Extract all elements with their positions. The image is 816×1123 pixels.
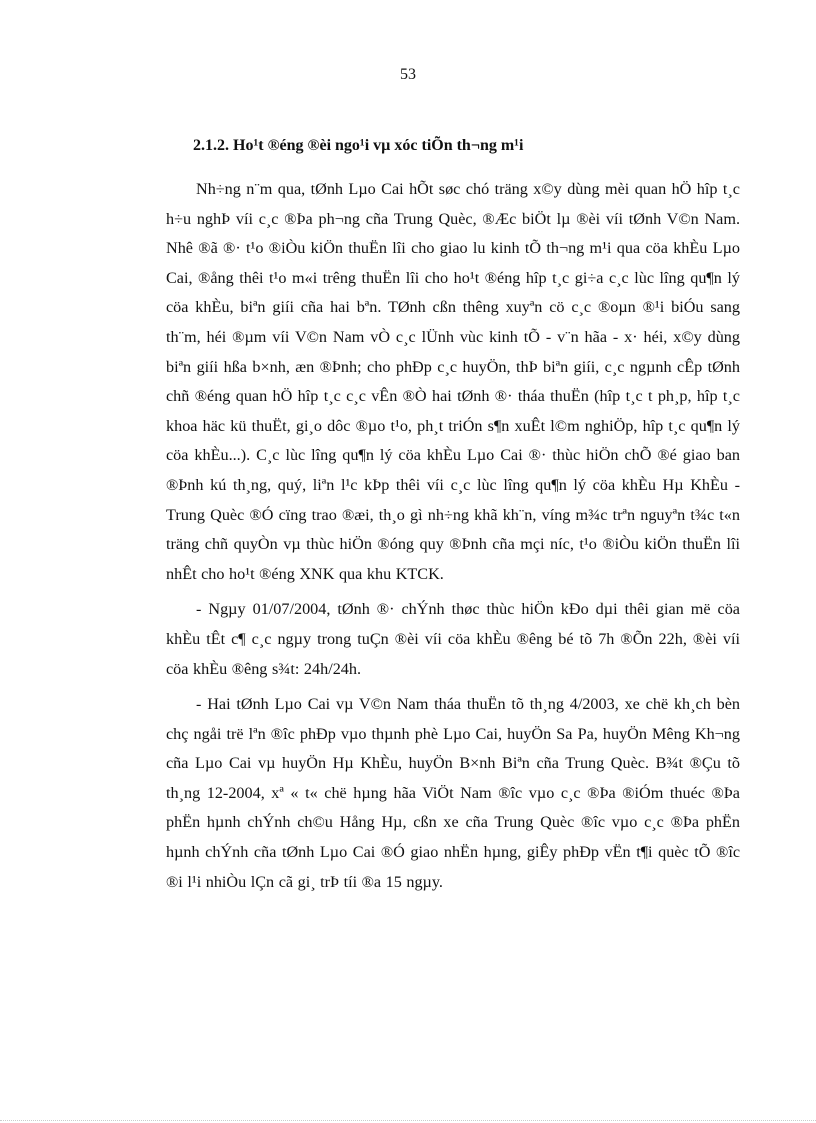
paragraph-1: Nh÷ng n¨m qua, tØnh Lµo Cai hÕt søc chó träng x©y dùng mèi quan hÖ hîp t¸c h÷u nghÞ víi c¸c ®Þa ph¬ng cña Trung Quèc, ®Æc biÖt lµ ®èi víi tØnh V©n Nam. Nhê ®ã ®· t¹o ®iÒu kiÖn thuËn lîi cho giao lu kinh tÕ th¬ng m¹i qua cöa khÈu Lµo Cai, ®ång thêi t¹o m«i trêng thuËn lîi cho ho¹t ®éng hîp t¸c gi÷a c¸c lùc lîng qu¶n lý cöa khÈu, biªn giíi cña hai bªn. TØnh cßn thêng xuyªn cö c¸c ®oµn ®¹i biÓu sang th¨m, héi ®µm víi V©n Nam vÒ c¸c lÜnh vùc kinh tÕ - v¨n hãa - x· héi, x©y dùng biªn giíi hßa b×nh, æn ®Þnh; cho phÐp c¸c huyÖn, thÞ biªn giíi, c¸c ngµnh cÊp tØnh chñ ®éng quan hÖ hîp t¸c c¸c vÊn ®Ò hai tØnh ®· tháa thuËn (hîp t¸c t ph¸p, hîp t¸c khoa häc kü thuËt, gi¸o dôc ®µo t¹o, ph¸t triÓn s¶n xuÊt l©m nghiÖp, hîp t¸c qu¶n lý cöa khÈu...). C¸c lùc lîng qu¶n lý cöa khÈu Lµo Cai ®· thùc hiÖn chÕ ®é giao ban ®Þnh kú th¸ng, quý, liªn l¹c kÞp thêi víi c¸c lùc lîng qu¶n lý cöa khÈu Hµ KhÈu - Trung Quèc ®Ó cïng trao ®æi, th¸o gì nh÷ng khã kh¨n, víng m¾c trªn nguyªn t¾c t«n träng chñ quyÒn vµ thùc hiÖn ®óng quy ®Þnh cña mçi níc, t¹o ®iÒu kiÖn thuËn lîi nhÊt cho ho¹t ®éng XNK qua khu KTCK. [166, 180, 740, 583]
paragraph-3: - Hai tØnh Lµo Cai vµ V©n Nam tháa thuËn tõ th¸ng 4/2003, xe chë kh¸ch bèn chç ngåi trë lªn ®îc phÐp vµo thµnh phè Lµo Cai, huyÖn Sa Pa, huyÖn Mêng Kh¬ng cña Lµo Cai vµ huyÖn Hµ KhÈu, huyÖn B×nh Biªn cña Trung Quèc. B¾t ®Çu tõ th¸ng 12-2004, xª « t« chë hµng hãa ViÖt Nam ®îc vµo c¸c ®Þa ®iÓm thuéc ®Þa phËn hµnh chÝnh ch©u Hång Hµ, cßn xe cña Trung Quèc ®îc vµo c¸c ®Þa phËn hµnh chÝnh cña tØnh Lµo Cai ®Ó giao nhËn hµng, giÊy phÐp vËn t¶i quèc tÕ ®îc ®i l¹i nhiÒu lÇn cã gi¸ trÞ tíi ®a 15 ngµy. [166, 695, 740, 891]
section-heading: 2.1.2. Ho¹t ®éng ®èi ngo¹i vµ xóc tiÕn th¬ng m¹i [193, 137, 524, 154]
body-text [166, 175, 740, 897]
page-bottom-border [0, 1120, 816, 1121]
paragraph-2: - Ngµy 01/07/2004, tØnh ®· chÝnh thøc thùc hiÖn kÐo dµi thêi gian më cöa khÈu tÊt c¶ c¸c ngµy trong tuÇn ®èi víi cöa khÈu ®êng bé tõ 7h ®Õn 22h, ®èi víi cöa khÈu ®êng s¾t: 24h/24h. [166, 600, 740, 678]
page-number: 53 [400, 66, 416, 83]
